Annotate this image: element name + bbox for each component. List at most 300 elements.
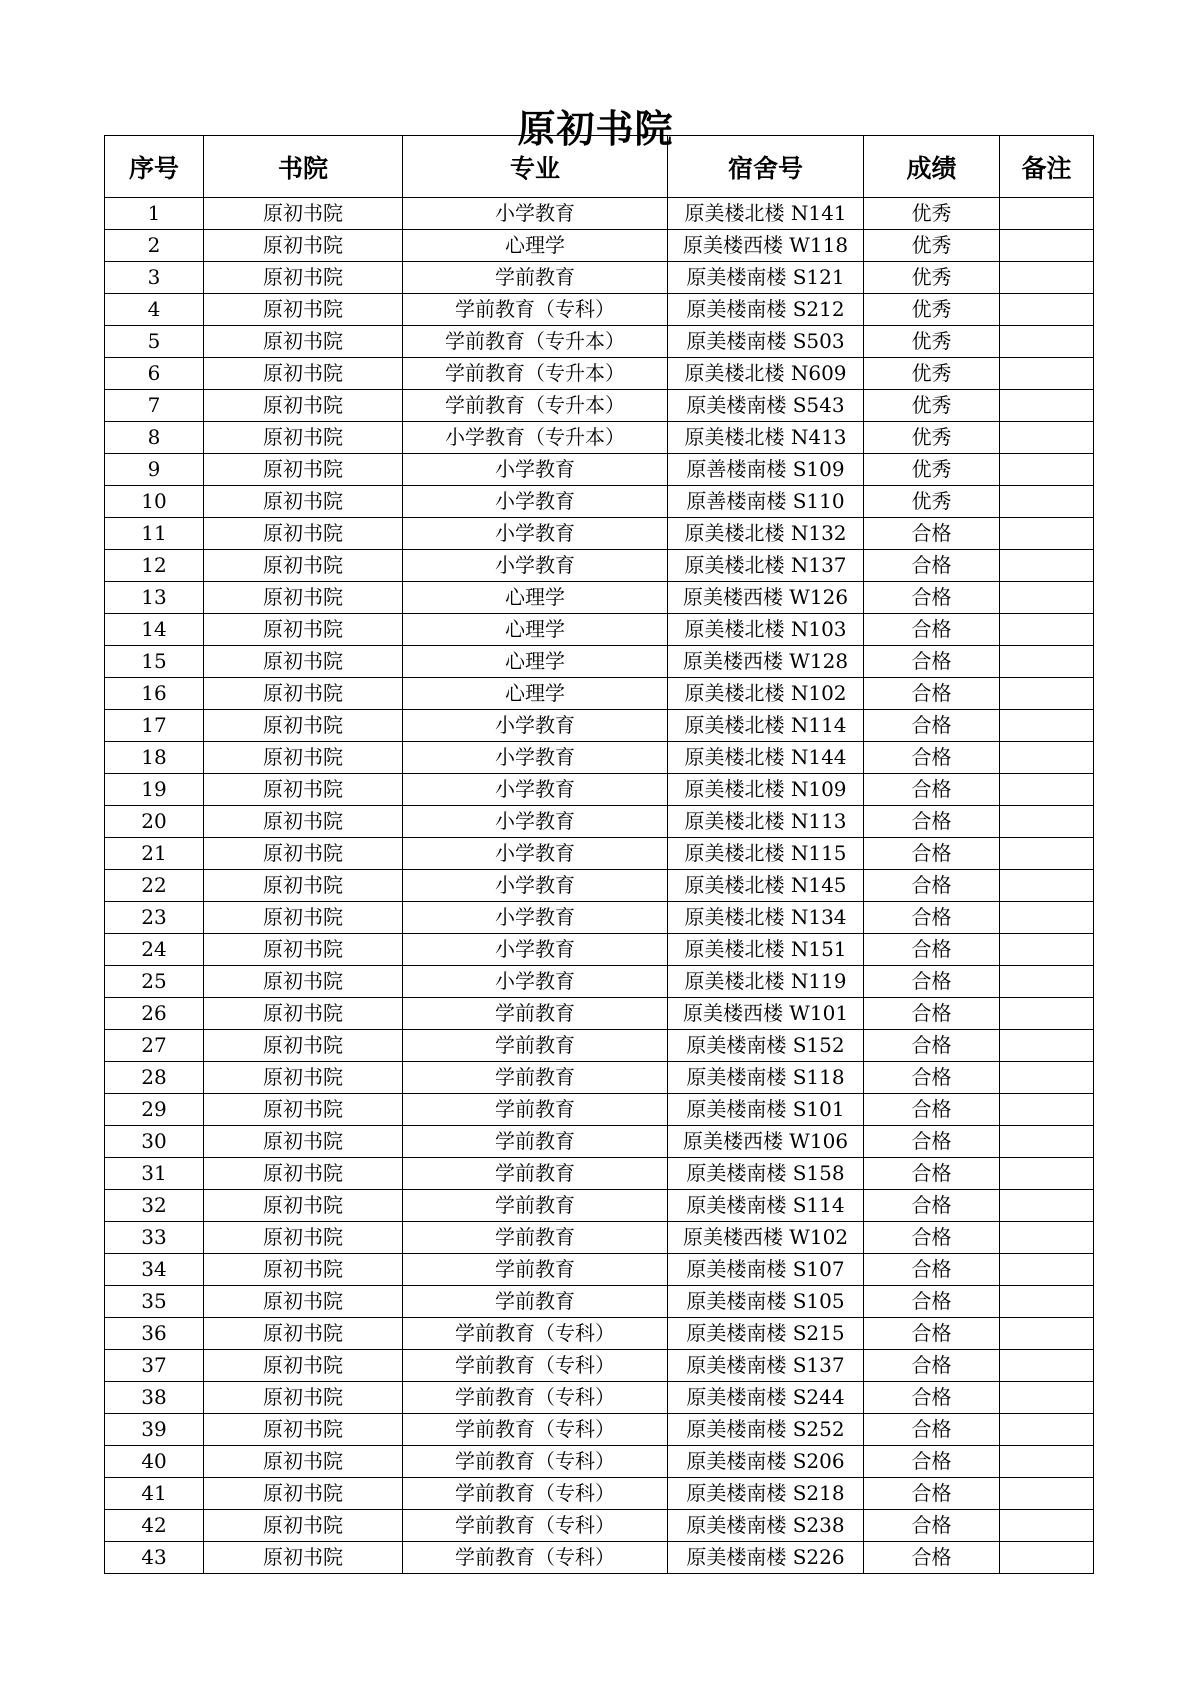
cell-college: 原初书院 bbox=[204, 294, 403, 326]
cell-seq: 28 bbox=[105, 1062, 204, 1094]
header-college: 书院 bbox=[204, 136, 403, 198]
cell-seq: 1 bbox=[105, 198, 204, 230]
table-row bbox=[105, 326, 1094, 358]
cell-note bbox=[1000, 230, 1094, 262]
cell-note bbox=[1000, 550, 1094, 582]
table-row bbox=[105, 262, 1094, 294]
cell-dorm: 原美楼南楼 S252 bbox=[668, 1414, 864, 1446]
table-row bbox=[105, 1478, 1094, 1510]
cell-dorm: 原美楼西楼 W128 bbox=[668, 646, 864, 678]
cell-dorm: 原美楼南楼 S226 bbox=[668, 1542, 864, 1574]
cell-dorm: 原美楼南楼 S206 bbox=[668, 1446, 864, 1478]
cell-dorm: 原美楼西楼 W126 bbox=[668, 582, 864, 614]
cell-note bbox=[1000, 710, 1094, 742]
cell-college: 原初书院 bbox=[204, 1190, 403, 1222]
cell-dorm: 原美楼南楼 S114 bbox=[668, 1190, 864, 1222]
table-row bbox=[105, 1126, 1094, 1158]
cell-major: 学前教育（专升本） bbox=[403, 358, 668, 390]
cell-college: 原初书院 bbox=[204, 1382, 403, 1414]
cell-note bbox=[1000, 998, 1094, 1030]
cell-grade: 合格 bbox=[864, 1062, 1000, 1094]
cell-note bbox=[1000, 902, 1094, 934]
cell-seq: 37 bbox=[105, 1350, 204, 1382]
cell-seq: 26 bbox=[105, 998, 204, 1030]
cell-college: 原初书院 bbox=[204, 742, 403, 774]
cell-seq: 16 bbox=[105, 678, 204, 710]
cell-major: 心理学 bbox=[403, 230, 668, 262]
cell-dorm: 原美楼北楼 N115 bbox=[668, 838, 864, 870]
cell-seq: 21 bbox=[105, 838, 204, 870]
cell-college: 原初书院 bbox=[204, 902, 403, 934]
cell-college: 原初书院 bbox=[204, 582, 403, 614]
table-row bbox=[105, 1062, 1094, 1094]
cell-grade: 合格 bbox=[864, 1542, 1000, 1574]
cell-major: 学前教育（专科） bbox=[403, 1478, 668, 1510]
table-row bbox=[105, 1446, 1094, 1478]
cell-grade: 合格 bbox=[864, 646, 1000, 678]
cell-note bbox=[1000, 1542, 1094, 1574]
cell-major: 学前教育（专科） bbox=[403, 1446, 668, 1478]
cell-grade: 合格 bbox=[864, 934, 1000, 966]
cell-seq: 14 bbox=[105, 614, 204, 646]
cell-college: 原初书院 bbox=[204, 1030, 403, 1062]
cell-grade: 优秀 bbox=[864, 294, 1000, 326]
cell-seq: 4 bbox=[105, 294, 204, 326]
cell-major: 学前教育（专科） bbox=[403, 1414, 668, 1446]
cell-grade: 合格 bbox=[864, 774, 1000, 806]
cell-grade: 合格 bbox=[864, 1254, 1000, 1286]
cell-note bbox=[1000, 1222, 1094, 1254]
cell-seq: 30 bbox=[105, 1126, 204, 1158]
table-row bbox=[105, 774, 1094, 806]
cell-grade: 优秀 bbox=[864, 326, 1000, 358]
cell-major: 小学教育 bbox=[403, 454, 668, 486]
cell-college: 原初书院 bbox=[204, 1318, 403, 1350]
cell-note bbox=[1000, 870, 1094, 902]
cell-grade: 合格 bbox=[864, 582, 1000, 614]
cell-seq: 22 bbox=[105, 870, 204, 902]
cell-college: 原初书院 bbox=[204, 1510, 403, 1542]
cell-grade: 优秀 bbox=[864, 230, 1000, 262]
cell-note bbox=[1000, 774, 1094, 806]
cell-major: 学前教育 bbox=[403, 1254, 668, 1286]
cell-seq: 41 bbox=[105, 1478, 204, 1510]
cell-major: 学前教育（专科） bbox=[403, 294, 668, 326]
cell-college: 原初书院 bbox=[204, 422, 403, 454]
table-row bbox=[105, 582, 1094, 614]
cell-dorm: 原美楼西楼 W102 bbox=[668, 1222, 864, 1254]
cell-major: 学前教育（专科） bbox=[403, 1542, 668, 1574]
cell-seq: 33 bbox=[105, 1222, 204, 1254]
cell-grade: 合格 bbox=[864, 902, 1000, 934]
cell-seq: 7 bbox=[105, 390, 204, 422]
cell-dorm: 原美楼北楼 N609 bbox=[668, 358, 864, 390]
cell-seq: 27 bbox=[105, 1030, 204, 1062]
cell-grade: 合格 bbox=[864, 870, 1000, 902]
cell-note bbox=[1000, 966, 1094, 998]
cell-dorm: 原美楼北楼 N109 bbox=[668, 774, 864, 806]
cell-seq: 15 bbox=[105, 646, 204, 678]
cell-grade: 合格 bbox=[864, 838, 1000, 870]
table-row bbox=[105, 1382, 1094, 1414]
cell-note bbox=[1000, 1286, 1094, 1318]
cell-note bbox=[1000, 1350, 1094, 1382]
table-row bbox=[105, 1350, 1094, 1382]
cell-college: 原初书院 bbox=[204, 998, 403, 1030]
cell-seq: 23 bbox=[105, 902, 204, 934]
cell-dorm: 原美楼西楼 W106 bbox=[668, 1126, 864, 1158]
cell-grade: 合格 bbox=[864, 998, 1000, 1030]
cell-grade: 合格 bbox=[864, 1190, 1000, 1222]
cell-college: 原初书院 bbox=[204, 1062, 403, 1094]
cell-college: 原初书院 bbox=[204, 1126, 403, 1158]
cell-grade: 合格 bbox=[864, 742, 1000, 774]
cell-college: 原初书院 bbox=[204, 678, 403, 710]
cell-major: 心理学 bbox=[403, 582, 668, 614]
cell-dorm: 原美楼南楼 S121 bbox=[668, 262, 864, 294]
cell-grade: 合格 bbox=[864, 1222, 1000, 1254]
table-row bbox=[105, 678, 1094, 710]
cell-note bbox=[1000, 1062, 1094, 1094]
cell-grade: 合格 bbox=[864, 1478, 1000, 1510]
cell-dorm: 原美楼南楼 S152 bbox=[668, 1030, 864, 1062]
cell-dorm: 原美楼南楼 S137 bbox=[668, 1350, 864, 1382]
cell-dorm: 原美楼北楼 N413 bbox=[668, 422, 864, 454]
roster-table bbox=[104, 135, 1094, 1574]
cell-major: 学前教育 bbox=[403, 1030, 668, 1062]
cell-college: 原初书院 bbox=[204, 1158, 403, 1190]
cell-major: 学前教育 bbox=[403, 1158, 668, 1190]
cell-note bbox=[1000, 678, 1094, 710]
cell-major: 学前教育 bbox=[403, 1126, 668, 1158]
cell-note bbox=[1000, 838, 1094, 870]
table-row bbox=[105, 998, 1094, 1030]
cell-seq: 17 bbox=[105, 710, 204, 742]
cell-dorm: 原美楼南楼 S107 bbox=[668, 1254, 864, 1286]
cell-dorm: 原美楼西楼 W118 bbox=[668, 230, 864, 262]
cell-major: 小学教育 bbox=[403, 902, 668, 934]
cell-note bbox=[1000, 742, 1094, 774]
cell-note bbox=[1000, 1158, 1094, 1190]
cell-college: 原初书院 bbox=[204, 518, 403, 550]
header-note: 备注 bbox=[1000, 136, 1094, 198]
cell-college: 原初书院 bbox=[204, 1350, 403, 1382]
cell-college: 原初书院 bbox=[204, 966, 403, 998]
cell-seq: 39 bbox=[105, 1414, 204, 1446]
cell-note bbox=[1000, 1510, 1094, 1542]
cell-seq: 12 bbox=[105, 550, 204, 582]
cell-dorm: 原美楼北楼 N103 bbox=[668, 614, 864, 646]
table-row bbox=[105, 1222, 1094, 1254]
table-row bbox=[105, 1542, 1094, 1574]
cell-grade: 合格 bbox=[864, 1446, 1000, 1478]
cell-major: 小学教育 bbox=[403, 550, 668, 582]
cell-note bbox=[1000, 390, 1094, 422]
cell-major: 学前教育（专科） bbox=[403, 1318, 668, 1350]
table-body bbox=[105, 198, 1094, 1574]
cell-grade: 合格 bbox=[864, 1414, 1000, 1446]
cell-dorm: 原美楼南楼 S218 bbox=[668, 1478, 864, 1510]
cell-college: 原初书院 bbox=[204, 550, 403, 582]
cell-note bbox=[1000, 614, 1094, 646]
cell-college: 原初书院 bbox=[204, 1286, 403, 1318]
cell-grade: 合格 bbox=[864, 678, 1000, 710]
cell-grade: 合格 bbox=[864, 1126, 1000, 1158]
cell-note bbox=[1000, 422, 1094, 454]
cell-note bbox=[1000, 358, 1094, 390]
table-row bbox=[105, 1190, 1094, 1222]
cell-dorm: 原美楼北楼 N119 bbox=[668, 966, 864, 998]
table-row bbox=[105, 294, 1094, 326]
cell-major: 学前教育 bbox=[403, 1222, 668, 1254]
table-row bbox=[105, 966, 1094, 998]
cell-dorm: 原美楼南楼 S503 bbox=[668, 326, 864, 358]
cell-dorm: 原美楼南楼 S158 bbox=[668, 1158, 864, 1190]
table-row bbox=[105, 742, 1094, 774]
cell-note bbox=[1000, 1318, 1094, 1350]
cell-college: 原初书院 bbox=[204, 774, 403, 806]
page-title: 原初书院 bbox=[517, 107, 674, 152]
cell-major: 小学教育 bbox=[403, 806, 668, 838]
cell-note bbox=[1000, 294, 1094, 326]
cell-grade: 合格 bbox=[864, 806, 1000, 838]
cell-seq: 25 bbox=[105, 966, 204, 998]
table-row bbox=[105, 358, 1094, 390]
cell-dorm: 原美楼北楼 N132 bbox=[668, 518, 864, 550]
cell-grade: 合格 bbox=[864, 1158, 1000, 1190]
cell-major: 学前教育 bbox=[403, 1062, 668, 1094]
table-row bbox=[105, 1030, 1094, 1062]
cell-dorm: 原美楼北楼 N137 bbox=[668, 550, 864, 582]
cell-note bbox=[1000, 1190, 1094, 1222]
cell-seq: 24 bbox=[105, 934, 204, 966]
cell-grade: 优秀 bbox=[864, 262, 1000, 294]
cell-seq: 9 bbox=[105, 454, 204, 486]
header-major: 专业 bbox=[403, 136, 668, 198]
table-row bbox=[105, 806, 1094, 838]
cell-dorm: 原美楼北楼 N114 bbox=[668, 710, 864, 742]
cell-seq: 36 bbox=[105, 1318, 204, 1350]
table-row bbox=[105, 646, 1094, 678]
header-seq: 序号 bbox=[105, 136, 204, 198]
cell-major: 学前教育（专升本） bbox=[403, 390, 668, 422]
cell-major: 心理学 bbox=[403, 678, 668, 710]
cell-college: 原初书院 bbox=[204, 1446, 403, 1478]
cell-grade: 合格 bbox=[864, 1286, 1000, 1318]
cell-note bbox=[1000, 646, 1094, 678]
cell-note bbox=[1000, 806, 1094, 838]
cell-seq: 20 bbox=[105, 806, 204, 838]
cell-grade: 合格 bbox=[864, 1318, 1000, 1350]
cell-major: 小学教育 bbox=[403, 966, 668, 998]
cell-major: 学前教育（专科） bbox=[403, 1382, 668, 1414]
cell-seq: 32 bbox=[105, 1190, 204, 1222]
cell-seq: 11 bbox=[105, 518, 204, 550]
cell-dorm: 原美楼北楼 N145 bbox=[668, 870, 864, 902]
cell-note bbox=[1000, 486, 1094, 518]
cell-dorm: 原美楼南楼 S101 bbox=[668, 1094, 864, 1126]
table-row bbox=[105, 1318, 1094, 1350]
table-row bbox=[105, 1414, 1094, 1446]
table-row bbox=[105, 390, 1094, 422]
table-row bbox=[105, 518, 1094, 550]
cell-seq: 13 bbox=[105, 582, 204, 614]
cell-dorm: 原美楼南楼 S238 bbox=[668, 1510, 864, 1542]
cell-major: 小学教育 bbox=[403, 742, 668, 774]
cell-college: 原初书院 bbox=[204, 390, 403, 422]
table-row bbox=[105, 870, 1094, 902]
cell-grade: 合格 bbox=[864, 1510, 1000, 1542]
cell-note bbox=[1000, 1254, 1094, 1286]
cell-note bbox=[1000, 326, 1094, 358]
cell-dorm: 原美楼南楼 S118 bbox=[668, 1062, 864, 1094]
cell-college: 原初书院 bbox=[204, 806, 403, 838]
cell-grade: 优秀 bbox=[864, 198, 1000, 230]
cell-dorm: 原美楼北楼 N102 bbox=[668, 678, 864, 710]
cell-dorm: 原美楼南楼 S212 bbox=[668, 294, 864, 326]
cell-dorm: 原善楼南楼 S110 bbox=[668, 486, 864, 518]
cell-grade: 优秀 bbox=[864, 422, 1000, 454]
cell-seq: 19 bbox=[105, 774, 204, 806]
cell-note bbox=[1000, 1382, 1094, 1414]
cell-seq: 18 bbox=[105, 742, 204, 774]
cell-college: 原初书院 bbox=[204, 614, 403, 646]
cell-grade: 合格 bbox=[864, 1094, 1000, 1126]
cell-seq: 8 bbox=[105, 422, 204, 454]
cell-college: 原初书院 bbox=[204, 934, 403, 966]
cell-seq: 34 bbox=[105, 1254, 204, 1286]
table-row bbox=[105, 934, 1094, 966]
cell-grade: 合格 bbox=[864, 1382, 1000, 1414]
cell-grade: 合格 bbox=[864, 518, 1000, 550]
cell-grade: 合格 bbox=[864, 966, 1000, 998]
cell-college: 原初书院 bbox=[204, 1542, 403, 1574]
cell-seq: 6 bbox=[105, 358, 204, 390]
table-row bbox=[105, 486, 1094, 518]
cell-major: 小学教育 bbox=[403, 518, 668, 550]
cell-major: 学前教育 bbox=[403, 262, 668, 294]
cell-major: 小学教育 bbox=[403, 198, 668, 230]
cell-college: 原初书院 bbox=[204, 1414, 403, 1446]
table-row bbox=[105, 454, 1094, 486]
cell-note bbox=[1000, 454, 1094, 486]
cell-college: 原初书院 bbox=[204, 1478, 403, 1510]
cell-college: 原初书院 bbox=[204, 870, 403, 902]
cell-major: 学前教育 bbox=[403, 1190, 668, 1222]
cell-note bbox=[1000, 1446, 1094, 1478]
cell-major: 学前教育 bbox=[403, 1286, 668, 1318]
cell-dorm: 原善楼南楼 S109 bbox=[668, 454, 864, 486]
cell-dorm: 原美楼北楼 N113 bbox=[668, 806, 864, 838]
table-header bbox=[105, 136, 1094, 198]
cell-seq: 10 bbox=[105, 486, 204, 518]
cell-major: 小学教育 bbox=[403, 774, 668, 806]
cell-college: 原初书院 bbox=[204, 646, 403, 678]
cell-seq: 5 bbox=[105, 326, 204, 358]
table-row bbox=[105, 838, 1094, 870]
cell-seq: 43 bbox=[105, 1542, 204, 1574]
cell-college: 原初书院 bbox=[204, 1222, 403, 1254]
cell-seq: 38 bbox=[105, 1382, 204, 1414]
header-row bbox=[105, 136, 1094, 198]
table-row bbox=[105, 710, 1094, 742]
table-row bbox=[105, 1094, 1094, 1126]
cell-major: 小学教育 bbox=[403, 710, 668, 742]
cell-dorm: 原美楼北楼 N144 bbox=[668, 742, 864, 774]
table-row bbox=[105, 1286, 1094, 1318]
cell-note bbox=[1000, 1030, 1094, 1062]
table-row bbox=[105, 902, 1094, 934]
header-dorm: 宿舍号 bbox=[668, 136, 864, 198]
cell-college: 原初书院 bbox=[204, 486, 403, 518]
cell-seq: 40 bbox=[105, 1446, 204, 1478]
cell-college: 原初书院 bbox=[204, 1254, 403, 1286]
cell-seq: 2 bbox=[105, 230, 204, 262]
cell-college: 原初书院 bbox=[204, 710, 403, 742]
cell-major: 学前教育（专升本） bbox=[403, 326, 668, 358]
cell-seq: 42 bbox=[105, 1510, 204, 1542]
cell-major: 学前教育 bbox=[403, 1094, 668, 1126]
cell-dorm: 原美楼南楼 S215 bbox=[668, 1318, 864, 1350]
cell-major: 学前教育（专科） bbox=[403, 1510, 668, 1542]
cell-note bbox=[1000, 518, 1094, 550]
cell-note bbox=[1000, 1478, 1094, 1510]
table-row bbox=[105, 614, 1094, 646]
cell-major: 小学教育 bbox=[403, 934, 668, 966]
cell-major: 学前教育（专科） bbox=[403, 1350, 668, 1382]
cell-college: 原初书院 bbox=[204, 838, 403, 870]
cell-note bbox=[1000, 582, 1094, 614]
cell-seq: 29 bbox=[105, 1094, 204, 1126]
cell-grade: 合格 bbox=[864, 614, 1000, 646]
cell-college: 原初书院 bbox=[204, 358, 403, 390]
table-row bbox=[105, 198, 1094, 230]
table-row bbox=[105, 422, 1094, 454]
cell-dorm: 原美楼西楼 W101 bbox=[668, 998, 864, 1030]
cell-college: 原初书院 bbox=[204, 1094, 403, 1126]
table-row bbox=[105, 1510, 1094, 1542]
cell-college: 原初书院 bbox=[204, 454, 403, 486]
cell-note bbox=[1000, 934, 1094, 966]
cell-major: 心理学 bbox=[403, 646, 668, 678]
cell-college: 原初书院 bbox=[204, 262, 403, 294]
cell-seq: 31 bbox=[105, 1158, 204, 1190]
cell-dorm: 原美楼南楼 S244 bbox=[668, 1382, 864, 1414]
cell-major: 学前教育 bbox=[403, 998, 668, 1030]
cell-seq: 35 bbox=[105, 1286, 204, 1318]
cell-note bbox=[1000, 1126, 1094, 1158]
cell-grade: 优秀 bbox=[864, 358, 1000, 390]
cell-college: 原初书院 bbox=[204, 198, 403, 230]
table-row bbox=[105, 230, 1094, 262]
cell-dorm: 原美楼北楼 N141 bbox=[668, 198, 864, 230]
cell-seq: 3 bbox=[105, 262, 204, 294]
header-grade: 成绩 bbox=[864, 136, 1000, 198]
cell-grade: 合格 bbox=[864, 1350, 1000, 1382]
cell-note bbox=[1000, 1094, 1094, 1126]
cell-grade: 优秀 bbox=[864, 486, 1000, 518]
cell-dorm: 原美楼北楼 N134 bbox=[668, 902, 864, 934]
cell-grade: 优秀 bbox=[864, 454, 1000, 486]
cell-major: 小学教育 bbox=[403, 870, 668, 902]
cell-grade: 合格 bbox=[864, 550, 1000, 582]
cell-note bbox=[1000, 1414, 1094, 1446]
cell-dorm: 原美楼南楼 S105 bbox=[668, 1286, 864, 1318]
cell-college: 原初书院 bbox=[204, 230, 403, 262]
cell-dorm: 原美楼南楼 S543 bbox=[668, 390, 864, 422]
cell-note bbox=[1000, 198, 1094, 230]
table-row bbox=[105, 1158, 1094, 1190]
